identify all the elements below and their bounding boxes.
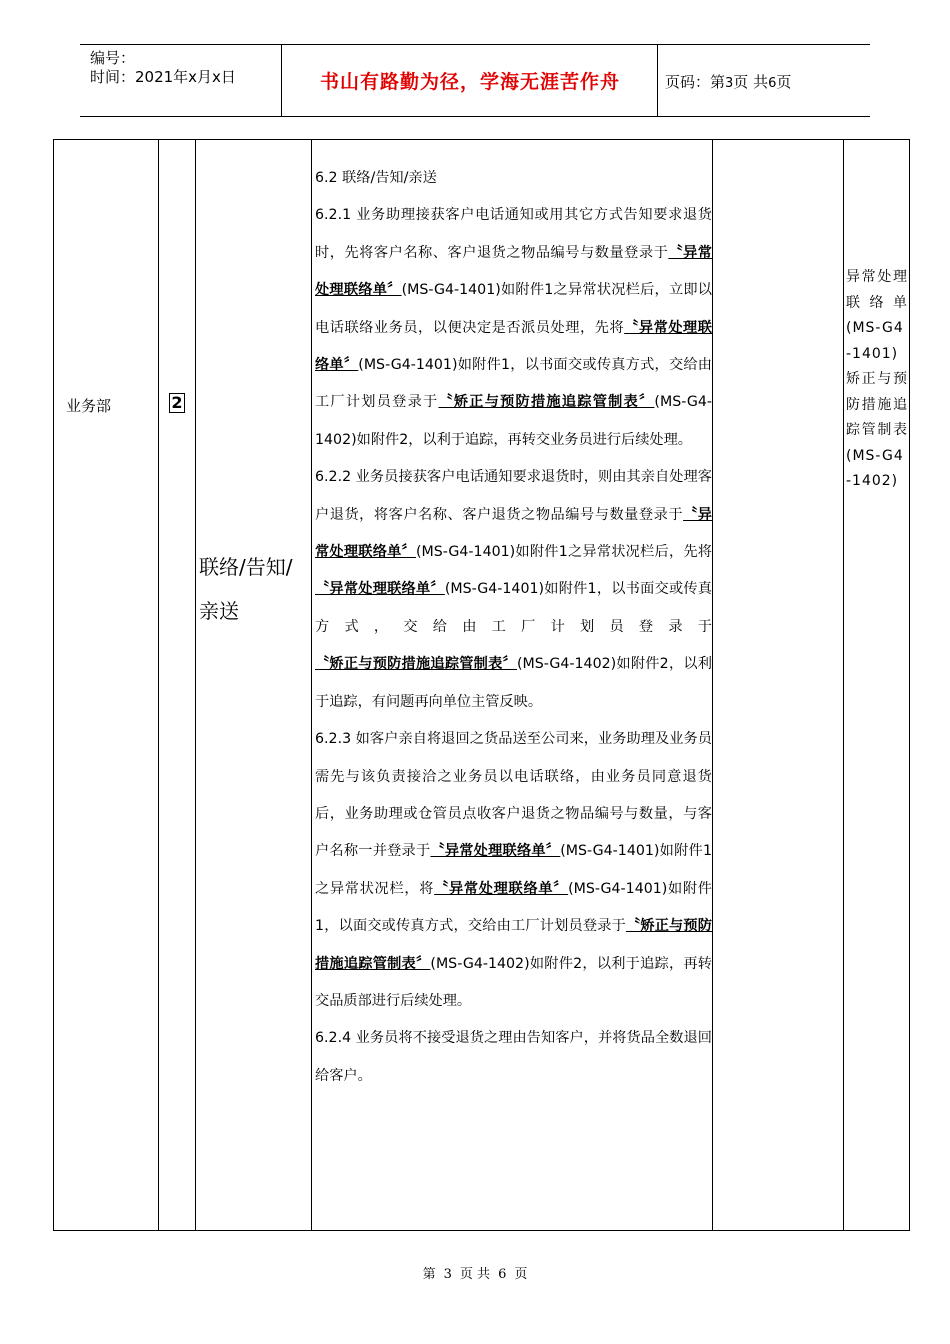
clause-text: (MS-G4-1401)如附件1，以面交或传真方式，交给由工厂计划员登录于 (315, 880, 712, 935)
clause-text: (MS-G4-1402)如附件2，以利于追踪，再转交业务员进行后续处理。 (315, 394, 712, 448)
clause-text: (MS-G4-1402)如附件2，以利于追踪，有问题再向单位主管反映。 (315, 656, 712, 710)
page-footer (0, 1263, 950, 1282)
page-current: 3 (725, 76, 734, 91)
page-header (80, 44, 870, 117)
page-total: 6 (768, 76, 777, 91)
footer-prefix: 第 (422, 1267, 436, 1282)
header-motto: 书山有路勤为径，学海无涯苦作舟 (319, 71, 620, 93)
clause-text: (MS-G4-1401)如附件1之异常状况栏后，立即以电话联络业务员，以便决定是否派员处理，先将 (315, 282, 712, 336)
header-meta (90, 49, 236, 87)
form-reference: 〝异常处理联络单〞 (430, 843, 561, 860)
column-divider (311, 140, 312, 1230)
procedure-table (53, 139, 910, 1231)
form-reference: 〝矫正与预防措施追踪管制表〞 (315, 918, 712, 972)
doc-number-label: 编号： (90, 49, 136, 67)
form-reference: 〝矫正与预防措施追踪管制表〞 (438, 394, 655, 411)
related-forms-cell: 异常处理联络单(MS-G4-1401)矫正与预防措施追踪管制表(MS-G4-1402) (846, 269, 908, 489)
procedure-content (315, 160, 712, 1095)
column-divider (843, 140, 844, 1230)
form-reference: 〝异常处理联络单〞 (315, 506, 712, 561)
form-reference: 〝异常处理联络单〞 (315, 581, 445, 598)
step-title-line: 亲送 (199, 599, 239, 623)
header-page-info (665, 71, 791, 92)
doc-date-label: 时间：2021年x月x日 (90, 68, 236, 86)
footer-current: 3 (443, 1267, 452, 1282)
clause-6-2-4 (315, 1020, 712, 1095)
footer-suffix: 页 (514, 1267, 528, 1282)
column-divider (712, 140, 713, 1230)
clause-6-2-2 (315, 459, 712, 721)
footer-total: 6 (498, 1267, 507, 1282)
clause-text: 6.2.3 如客户亲自将退回之货品送至公司来，业务助理及业务员需先与该负责接洽之业务员以电话联络，由业务员同意退货后，业务助理或仓管员点收客户退货之物品编号与数量，与客户名称一并登录于 (315, 731, 712, 860)
form-reference: 〝矫正与预防措施追踪管制表〞 (315, 656, 517, 673)
section-title: 6.2 联络/告知/亲送 (315, 170, 437, 186)
header-divider (657, 45, 658, 116)
footer-mid: 页 共 (459, 1267, 491, 1282)
column-divider (158, 140, 159, 1230)
clause-text: (MS-G4-1401)如附件1之异常状况栏，将 (315, 843, 712, 897)
clause-text: 6.2.1 业务助理接获客户电话通知或用其它方式告知要求退货时，先将客户名称、客户退货之物品编号与数量登录于 (315, 207, 712, 261)
step-title-cell (199, 545, 309, 633)
clause-text: 6.2.4 业务员将不接受退货之理由告知客户，并将货品全数退回给客户。 (315, 1030, 712, 1084)
column-divider (195, 140, 196, 1230)
step-title-line: 联络/告知/ (199, 555, 293, 579)
clause-6-2-1 (315, 197, 712, 459)
clause-text: (MS-G4-1401)如附件1之异常状况栏后，先将 (415, 544, 712, 561)
page-mid: 页 共 (733, 73, 769, 91)
department-cell: 业务部 (66, 397, 112, 415)
clause-text: (MS-G4-1402)如附件2，以利于追踪，再转交品质部进行后续处理。 (315, 955, 712, 1009)
page-suffix: 页 (776, 73, 792, 91)
form-reference: 〝异常处理联络单〞 (315, 319, 712, 374)
clause-text: (MS-G4-1401)如附件1，以书面交或传真方式，交给由工厂计划员登录于 (315, 357, 712, 411)
step-number-cell: 2 (169, 393, 185, 413)
clause-text: 6.2.2 业务员接获客户电话通知要求退货时，则由其亲自处理客户退货，将客户名称、客户退货之物品编号与数量登录于 (315, 469, 712, 523)
clause-text: (MS-G4-1401)如附件1，以书面交或传真方式，交给由工厂计划员登录于 (315, 581, 712, 635)
form-reference: 〝异常处理联络单〞 (434, 880, 569, 897)
clause-6-2-3 (315, 721, 712, 1020)
header-divider (281, 45, 282, 116)
page-prefix: 页码：第 (665, 73, 726, 91)
form-reference: 〝异常处理联络单〞 (315, 244, 712, 299)
